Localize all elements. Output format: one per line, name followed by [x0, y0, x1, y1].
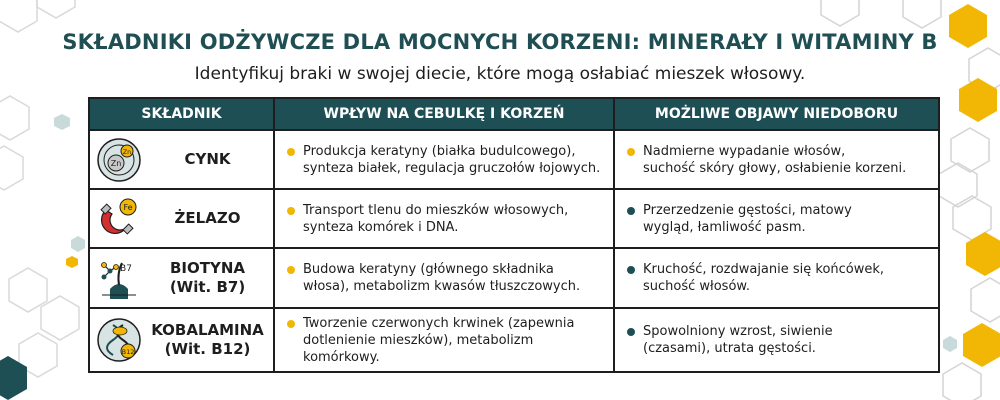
nutrient-name	[142, 150, 273, 169]
table-row	[89, 189, 939, 248]
biotin-label: B7	[120, 264, 132, 274]
table-row	[89, 308, 939, 372]
page-title: SKŁADNIKI ODŻYWCZE DLA MOCNYCH KORZENI: MINERAŁY I WITAMINY B	[62, 30, 938, 54]
zinc-label-small: Zn	[122, 147, 132, 156]
zinc-label: Zn	[110, 158, 122, 168]
nutrient-name-line1: BIOTYNA	[169, 259, 246, 277]
nutrients-table	[88, 97, 940, 373]
nutrient-name-line1: KOBALAMINA	[151, 321, 264, 339]
nutrient-name-line2: (Wit. B7)	[169, 278, 246, 296]
symptoms-line: (czasami), utrata gęstości.	[643, 341, 816, 356]
iron-magnet-icon	[96, 196, 142, 242]
effect-line: komórkowy.	[303, 349, 380, 365]
symptoms-line: Nadmierne wypadanie włosów,	[643, 143, 846, 159]
cobalamin-dna-icon	[96, 317, 142, 363]
nutrient-name	[142, 259, 273, 297]
zinc-icon	[96, 137, 142, 183]
nutrient-name	[142, 209, 273, 228]
bullet-teal	[627, 328, 635, 336]
biotin-hair-icon	[96, 255, 142, 301]
effect-line: dotlenienie mieszków), metabolizm	[303, 332, 534, 348]
effect-line: Budowa keratyny (głównego składnika	[303, 262, 554, 277]
bullet-yellow	[287, 207, 295, 215]
symptoms-cell	[621, 202, 932, 236]
bullet-yellow	[287, 148, 295, 156]
symptoms-line: Kruchość, rozdwajanie się końcówek,	[643, 262, 885, 277]
effect-cell	[281, 202, 607, 236]
bullet-teal	[627, 266, 635, 274]
symptoms-cell	[621, 143, 932, 177]
effect-line: Transport tlenu do mieszków włosowych,	[303, 202, 569, 218]
nutrient-name	[142, 321, 273, 359]
effect-line: synteza komórek i DNA.	[303, 219, 459, 235]
iron-label: Fe	[123, 202, 133, 212]
bullet-yellow	[627, 148, 635, 156]
bullet-yellow	[287, 266, 295, 274]
table-header-row	[89, 98, 939, 130]
cobalamin-label: B12	[121, 348, 135, 356]
table-row	[89, 130, 939, 189]
symptoms-line: suchość skóry głowy, osłabienie korzeni.	[643, 160, 907, 176]
effect-cell	[281, 261, 607, 295]
table-row	[89, 248, 939, 308]
nutrient-cell	[90, 255, 273, 301]
symptoms-cell	[621, 261, 932, 295]
nutrient-name-line2: (Wit. B12)	[164, 340, 251, 358]
effect-line: synteza białek, regulacja gruczołów łojowych.	[303, 160, 601, 176]
effect-cell	[281, 143, 607, 177]
header-symptoms: MOŻLIWE OBJAWY NIEDOBORU	[614, 98, 939, 130]
effect-line: Produkcja keratyny (białka budulcowego),	[303, 143, 576, 159]
header-effect: WPŁYW NA CEBULKĘ I KORZEŃ	[274, 98, 614, 130]
nutrient-name-line1: CYNK	[184, 150, 231, 168]
effect-cell	[281, 315, 607, 366]
bullet-yellow	[287, 320, 295, 328]
nutrient-name-line1: ŻELAZO	[174, 209, 241, 227]
nutrient-cell	[90, 137, 273, 183]
effect-line: włosa), metabolizm kwasów tłuszczowych.	[303, 279, 581, 294]
nutrient-cell	[90, 196, 273, 242]
bullet-teal	[627, 207, 635, 215]
symptoms-line: wygląd, łamliwość pasm.	[643, 219, 806, 235]
symptoms-cell	[621, 323, 932, 357]
symptoms-line: Przerzedzenie gęstości, matowy	[643, 202, 852, 218]
nutrient-cell	[90, 317, 273, 363]
page-subtitle: Identyfikuj braki w swojej diecie, które mogą osłabiać mieszek włosowy.	[194, 64, 806, 84]
symptoms-line: Spowolniony wzrost, siwienie	[643, 324, 833, 339]
symptoms-line: suchość włosów.	[643, 279, 750, 294]
effect-line: Tworzenie czerwonych krwinek (zapewnia	[303, 315, 575, 331]
header-nutrient: SKŁADNIK	[89, 98, 274, 130]
